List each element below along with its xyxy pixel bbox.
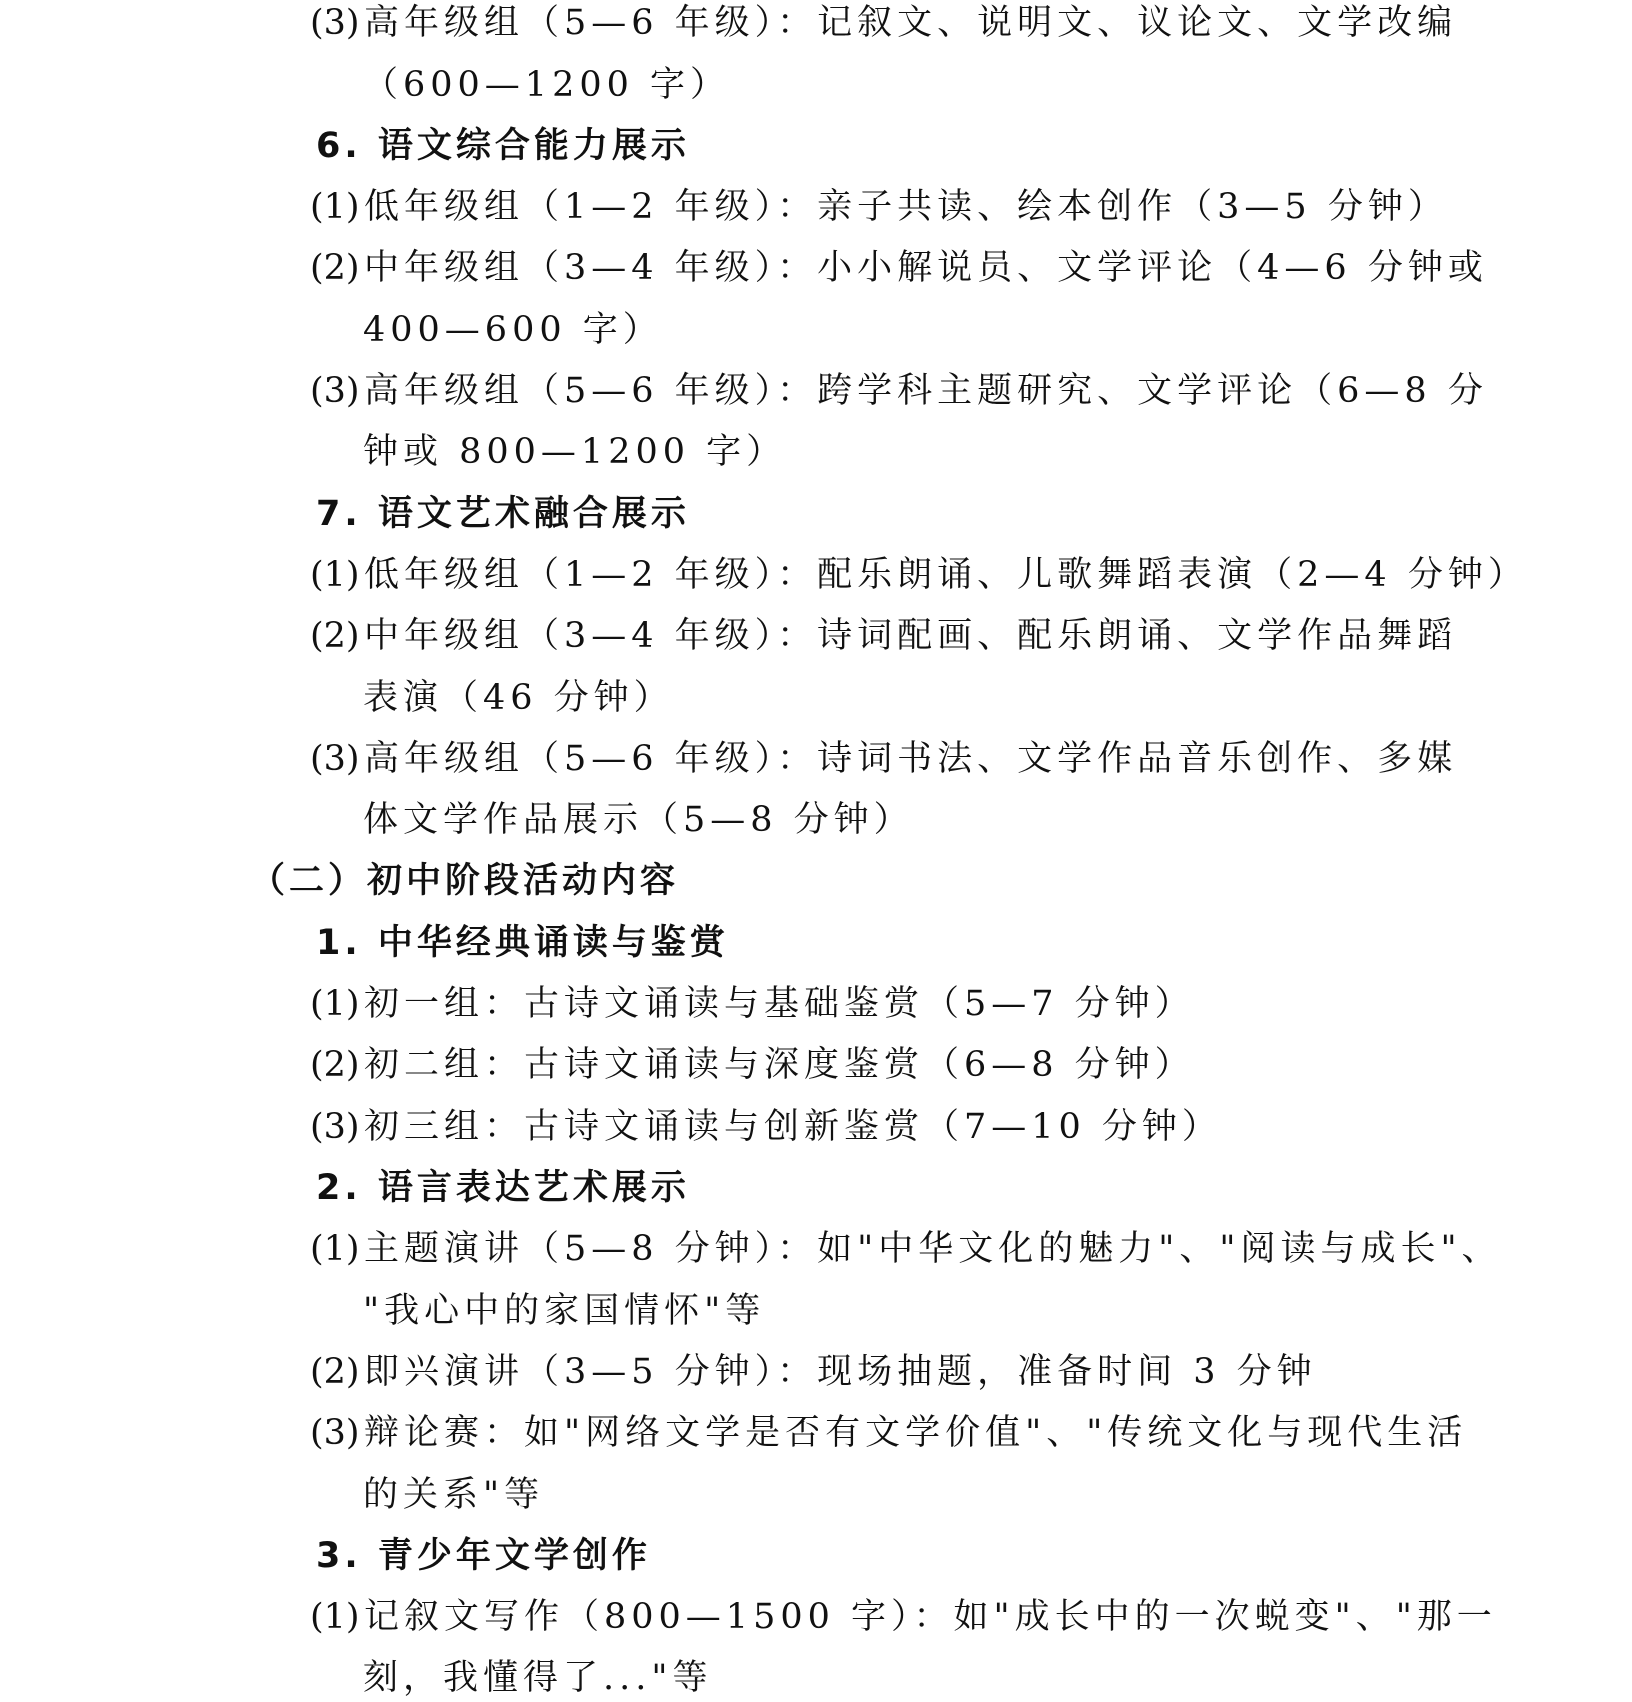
item-text: 高年级组（5—6 年级）：跨学科主题研究、文学评论（6—8 分 — [364, 371, 1488, 411]
item-text: 刻，我懂得了..."等 — [363, 1658, 713, 1698]
item-text: 即兴演讲（3—5 分钟）：现场抽题，准备时间 3 分钟 — [364, 1352, 1317, 1392]
list-item-continuation — [363, 678, 674, 718]
list-item-continuation — [363, 1475, 545, 1515]
subsection-heading — [316, 923, 729, 963]
item-number: (3) — [310, 371, 360, 411]
item-number: (3) — [310, 3, 360, 43]
heading-text: 6. 语文综合能力展示 — [316, 126, 690, 166]
item-text: 记叙文写作（800—1500 字）：如"成长中的一次蜕变"、"那一 — [364, 1597, 1497, 1637]
item-text: "我心中的家国情怀"等 — [363, 1291, 766, 1331]
item-text: 低年级组（1—2 年级）：亲子共读、绘本创作（3—5 分钟） — [364, 187, 1448, 227]
list-item — [310, 3, 1458, 43]
heading-text: 1. 中华经典诵读与鉴赏 — [316, 923, 729, 963]
item-text: 钟或 800—1200 字） — [363, 432, 787, 472]
list-item — [310, 616, 1458, 656]
list-item — [310, 371, 1488, 411]
subsection-heading — [316, 1536, 651, 1576]
subsection-heading — [316, 494, 690, 534]
list-item — [310, 187, 1448, 227]
item-text: 体文学作品展示（5—8 分钟） — [363, 800, 914, 840]
item-number: (3) — [310, 739, 360, 779]
item-number: (1) — [310, 1229, 360, 1269]
subsection-heading — [316, 126, 690, 166]
list-item — [310, 1352, 1317, 1392]
list-item-continuation — [363, 65, 731, 105]
item-text: 400—600 字） — [363, 310, 663, 350]
list-item-continuation — [363, 432, 787, 472]
item-text: 低年级组（1—2 年级）：配乐朗诵、儿歌舞蹈表演（2—4 分钟） — [364, 555, 1528, 595]
item-number: (1) — [310, 1597, 360, 1637]
item-text: 初二组：古诗文诵读与深度鉴赏（6—8 分钟） — [364, 1045, 1195, 1085]
list-item — [310, 1597, 1497, 1637]
list-item — [310, 1413, 1468, 1453]
list-item-continuation — [363, 1291, 766, 1331]
list-item-continuation — [363, 310, 663, 350]
heading-text: 7. 语文艺术融合展示 — [316, 494, 690, 534]
item-text: 表演（46 分钟） — [363, 678, 674, 718]
item-number: (1) — [310, 187, 360, 227]
item-text: 初三组：古诗文诵读与创新鉴赏（7—10 分钟） — [364, 1107, 1222, 1147]
subsection-heading — [316, 1168, 690, 1208]
item-text: （600—1200 字） — [363, 65, 731, 105]
item-number: (3) — [310, 1413, 360, 1453]
item-number: (3) — [310, 1107, 360, 1147]
item-text: 辩论赛：如"网络文学是否有文学价值"、"传统文化与现代生活 — [364, 1413, 1468, 1453]
item-text: 高年级组（5—6 年级）：记叙文、说明文、议论文、文学改编 — [364, 3, 1458, 43]
item-text: 初一组：古诗文诵读与基础鉴赏（5—7 分钟） — [364, 984, 1195, 1024]
item-number: (2) — [310, 248, 360, 288]
list-item — [310, 1107, 1222, 1147]
heading-text: 3. 青少年文学创作 — [316, 1536, 651, 1576]
item-text: 高年级组（5—6 年级）：诗词书法、文学作品音乐创作、多媒 — [364, 739, 1458, 779]
list-item — [310, 739, 1458, 779]
list-item — [310, 555, 1528, 595]
heading-text: 2. 语言表达艺术展示 — [316, 1168, 690, 1208]
list-item — [310, 984, 1195, 1024]
item-number: (1) — [310, 984, 360, 1024]
section-title-text: （二）初中阶段活动内容 — [250, 861, 680, 901]
item-text: 的关系"等 — [363, 1475, 545, 1515]
list-item — [310, 248, 1488, 288]
list-item-continuation — [363, 1658, 713, 1698]
item-text: 主题演讲（5—8 分钟）：如"中华文化的魅力"、"阅读与成长"、 — [364, 1229, 1502, 1269]
item-number: (1) — [310, 555, 360, 595]
list-item — [310, 1229, 1502, 1269]
list-item-continuation — [363, 800, 914, 840]
item-number: (2) — [310, 1352, 360, 1392]
item-text: 中年级组（3—4 年级）：诗词配画、配乐朗诵、文学作品舞蹈 — [364, 616, 1458, 656]
item-text: 中年级组（3—4 年级）：小小解说员、文学评论（4—6 分钟或 — [364, 248, 1488, 288]
list-item — [310, 1045, 1195, 1085]
section-title — [250, 861, 680, 901]
item-number: (2) — [310, 616, 360, 656]
item-number: (2) — [310, 1045, 360, 1085]
